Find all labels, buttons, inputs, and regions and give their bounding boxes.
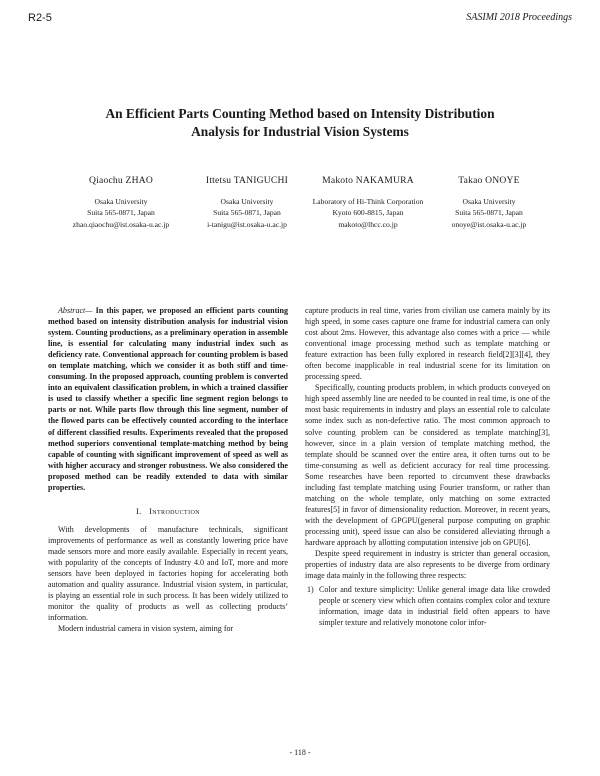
body-paragraph-1: capture products in real time, varies from civilian use camera mainly by its high speed, in some cases capture one frame for industrial camera can only cost about 2ms. However, this advantage also comes with a price — while conventional image processing method such as template matching or feature extraction has been fully explored in research field[2][3][4], they often become inapplicable in real industrial scene for its limitation on processing speed. (305, 306, 550, 382)
author-2 (178, 175, 316, 230)
intro-paragraph-2: Modern industrial camera in vision system, aiming for (58, 624, 234, 634)
list-text: Color and texture simplicity: Unlike general image data like crowded people or scenery view which often contains complex color and texture information, image data in industrial field often appears to have simpler texture and relatively monotone color infor- (319, 585, 550, 628)
author-1 (52, 175, 190, 230)
author-name: Takao ONOYE (458, 175, 520, 186)
body-paragraph-2: Specifically, counting products problem, in which products conveyed on high speed assembly line are needed to be counted in real time, is one of the most basic requirements in industry and plays an essential role to calculate some index such as non-defective ratio. The most common approach to solve counting problem can be considered as template matching[3], however, since in a plain version of template matching method, the template should be scanned over the entire area, it often turns out to be time-consuming as well as deficient accuracy for real time processing. Some researches have been reported to circumvent these drawbacks including fast template matching using Fourier transform, or rather than matching on the whole template, only matching on some extracted features[5] in favor of dimensionality reduction. Moreover, in recent years, with the development of GPGPU(general purpose computing on graphic processing unit), speed issue can also be considered alleviating through a hardware approach by allotting computation intensive job on GPU[6]. (305, 383, 550, 547)
section-heading (48, 506, 288, 517)
author-affiliation: Osaka University (220, 197, 274, 207)
session-label: R2-5 (28, 12, 52, 24)
section-number: I. (136, 506, 142, 516)
author-email: i-tanigu@ist.osaka-u.ac.jp (207, 219, 287, 229)
right-column (305, 305, 550, 628)
paper-title (40, 105, 560, 141)
abstract (48, 305, 288, 493)
author-name: Ittetsu TANIGUCHI (205, 175, 289, 186)
author-email: makoto@lhcc.co.jp (338, 219, 398, 229)
body-paragraph-3: Despite speed requirement in industry is stricter than general occasion, properties of industry data are also represents to be diverge from ordinary image data mainly in the following three respects: (305, 549, 550, 581)
abstract-text: In this paper, we proposed an efficient parts counting method based on intensity distribution analysis for industrial vision system. Counting productions, as a preliminary operation in assemble line, is essential for calculating many industrial index such as deficiency rate. Conventional approach for counting problem is based on template matching, which we consider it as both stiff and time-consuming. In the proposed approach, counting problem is converted into an equivalent classification problem, in which a trained classifier is used to classify whether a specific line segment region belongs to parts or not. While parts flow through this line segment, number of the flowed parts can be effectively counted according to the interlace of different classified results. Experiments revealed that the proposed method superiors conventional template-matching method by being capable of counting with significant improvement of speed as well as with higher accuracy and stronger robustness. We also considered the proposed method can be readily extended to data with similar properties. (48, 306, 288, 492)
author-name: Makoto NAKAMURA (322, 175, 414, 186)
list-number: 1) (307, 585, 314, 595)
author-affiliation: Osaka University (94, 197, 148, 207)
author-affiliation: Laboratory of Hi-Think Corporation (312, 197, 424, 207)
section-title: Introduction (149, 506, 200, 516)
author-address: Suita 565-0871, Japan (455, 208, 523, 218)
author-address: Suita 565-0871, Japan (213, 208, 281, 218)
list-item (305, 584, 550, 628)
author-email: zhao.qiaochu@ist.osaka-u.ac.jp (72, 219, 170, 229)
author-4 (420, 175, 558, 230)
page-number: - 118 - (289, 748, 311, 757)
author-name: Qiaochu ZHAO (89, 175, 153, 186)
author-email: onoye@ist.osaka-u.ac.jp (451, 219, 527, 229)
author-address: Suita 565-0871, Japan (87, 208, 155, 218)
title-line-1: An Efficient Parts Counting Method based on Intensity Distribution (105, 106, 495, 121)
author-3 (299, 175, 437, 230)
intro-paragraph-1: With developments of manufacture technicals, significant improvements of performance as well as constantly lowering price have made sensors more and more easily available. Especially in recent years, with popularity of the concepts of Industry 4.0 and IoT, more and more sensors have been deployed in factories hoping for accelerating both automation and quality assurance. Industrial vision system, in particular, is playing an essential role in such process. It has been widely utilized to monitor the quality of products as well as collecting products’ information. (48, 524, 288, 623)
proceedings-title: SASIMI 2018 Proceedings (466, 12, 572, 23)
author-affiliation: Osaka University (462, 197, 516, 207)
title-line-2: Analysis for Industrial Vision Systems (191, 124, 409, 139)
author-address: Kyoto 600-8815, Japan (332, 208, 404, 218)
abstract-lead: Abstract— (58, 306, 93, 315)
left-column (48, 305, 288, 634)
